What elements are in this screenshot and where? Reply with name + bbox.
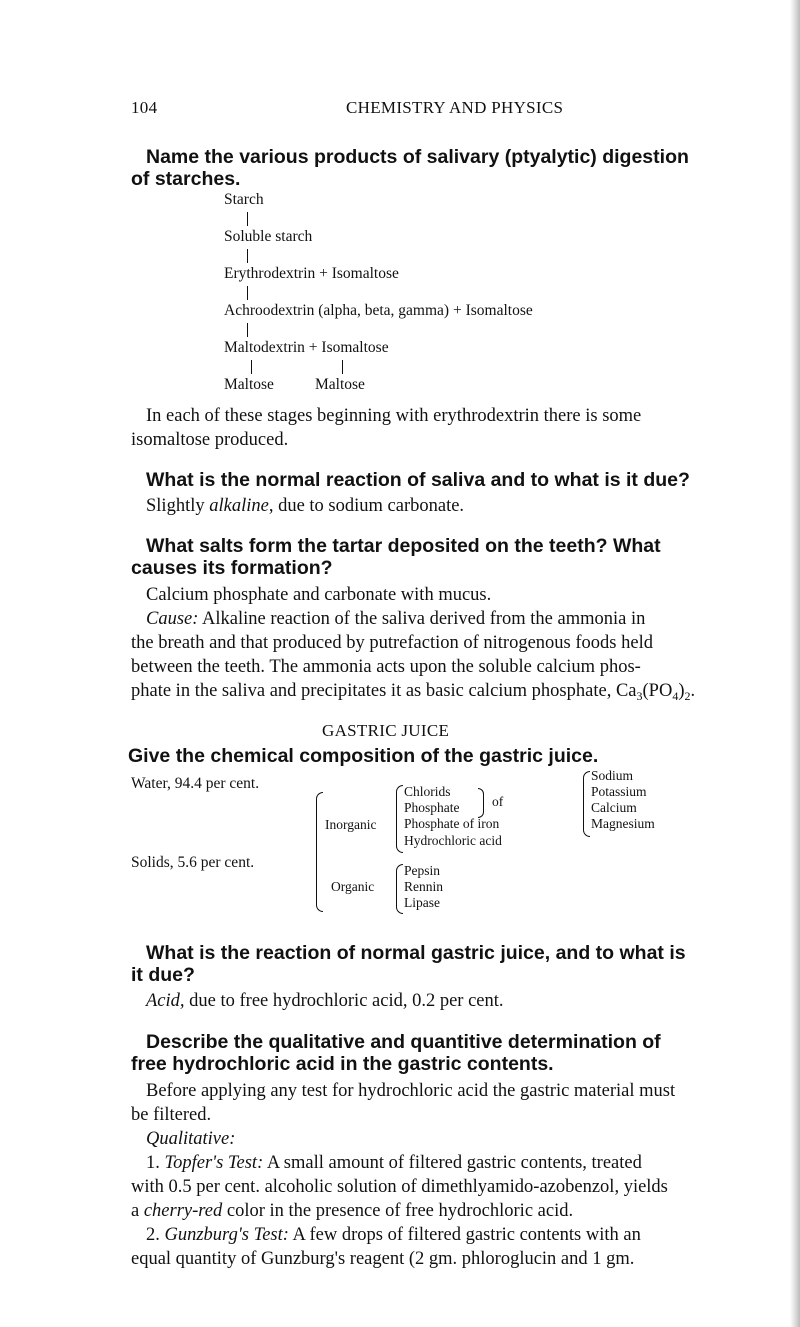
chain-soluble-starch: Soluble starch (224, 228, 313, 245)
base-potassium: Potassium (591, 784, 647, 799)
chain-connector (251, 360, 252, 374)
chain-starch: Starch (224, 191, 264, 208)
organic-label: Organic (331, 879, 375, 894)
base-magnesium: Magnesium (591, 816, 655, 831)
enzyme-rennin: Rennin (404, 879, 443, 894)
chain-connector (247, 323, 248, 337)
bracket (316, 792, 323, 912)
page-edge-shadow (790, 0, 800, 1327)
enzyme-lipase: Lipase (404, 895, 440, 910)
question-heading: Describe the qualitative and quantitive determination of (146, 1031, 661, 1053)
bracket (396, 864, 403, 914)
test-line: 2. Gunzburg's Test: A few drops of filtered gastric contents with an (146, 1225, 641, 1245)
question-heading: of starches. (131, 168, 241, 190)
chain-connector (342, 360, 343, 374)
question-heading: Name the various products of salivary (ptyalytic) digestion (146, 146, 689, 168)
chain-connector (247, 249, 248, 263)
paragraph-line: Before applying any test for hydrochloric acid the gastric material must (146, 1081, 676, 1101)
question-heading: What salts form the tartar deposited on the teeth? What (146, 535, 661, 557)
chain-erythrodextrin: Erythrodextrin + Isomaltose (224, 265, 399, 282)
bracket (478, 788, 484, 818)
chain-connector (247, 286, 248, 300)
chain-achroodextrin: Achroodextrin (alpha, beta, gamma) + Isomaltose (224, 302, 533, 319)
question-heading: Give the chemical composition of the gastric juice. (128, 745, 599, 767)
base-sodium: Sodium (591, 768, 634, 783)
test-line: with 0.5 per cent. alcoholic solution of dimethlyamido-azobenzol, yields (131, 1177, 668, 1197)
bracket (396, 785, 403, 853)
question-heading: What is the normal reaction of saliva and to what is it due? (146, 469, 690, 491)
inorganic-label: Inorganic (325, 817, 377, 832)
answer-line: between the teeth. The ammonia acts upon the soluble calcium phos- (131, 657, 641, 677)
chain-connector (247, 212, 248, 226)
chain-maltose-left: Maltose (224, 376, 274, 393)
of-label: of (492, 794, 504, 809)
chain-maltodextrin: Maltodextrin + Isomaltose (224, 339, 389, 356)
base-calcium: Calcium (591, 800, 637, 815)
paragraph-line: be filtered. (131, 1105, 212, 1125)
answer-line: Cause: Alkaline reaction of the saliva derived from the ammonia in (146, 609, 646, 629)
test-line: 1. Topfer's Test: A small amount of filtered gastric contents, treated (146, 1153, 642, 1173)
paragraph-line: isomaltose produced. (131, 430, 289, 450)
answer-line: phate in the saliva and precipitates it as basic calcium phosphate, $Ca_3(PO_4)_2$. (131, 681, 696, 703)
answer-line: the breath and that produced by putrefaction of nitrogenous foods held (131, 633, 653, 653)
question-heading: it due? (131, 964, 195, 986)
answer-line: Acid, due to free hydrochloric acid, 0.2 per cent. (146, 991, 504, 1011)
question-heading: free hydrochloric acid in the gastric contents. (131, 1053, 554, 1075)
section-title: GASTRIC JUICE (322, 721, 450, 740)
bracket (583, 771, 590, 837)
question-heading: What is the reaction of normal gastric juice, and to what is (146, 942, 686, 964)
solids-content: Solids, 5.6 per cent. (131, 854, 255, 871)
running-title: CHEMISTRY AND PHYSICS (346, 98, 564, 117)
answer-line: Calcium phosphate and carbonate with mucus. (146, 585, 492, 605)
phosphate-of-iron: Phosphate of iron (404, 816, 500, 831)
paragraph-line: In each of these stages beginning with erythrodextrin there is some (146, 406, 642, 426)
test-line: a cherry-red color in the presence of free hydrochloric acid. (131, 1201, 574, 1221)
question-heading: causes its formation? (131, 557, 333, 579)
hydrochloric-acid: Hydrochloric acid (404, 833, 502, 848)
chemical-formula: $Ca_3(PO_4)_2$. (615, 681, 696, 703)
enzyme-pepsin: Pepsin (404, 863, 441, 878)
answer-line: Slightly alkaline, due to sodium carbonate. (146, 496, 465, 516)
test-line: equal quantity of Gunzburg's reagent (2 gm. phloroglucin and 1 gm. (131, 1249, 635, 1269)
water-content: Water, 94.4 per cent. (131, 775, 260, 792)
chlorids: Chlorids (404, 784, 451, 799)
page-number: 104 (131, 98, 158, 117)
chain-maltose-right: Maltose (315, 376, 365, 393)
subheading-qualitative: Qualitative: (146, 1129, 236, 1149)
phosphate: Phosphate (404, 800, 460, 815)
